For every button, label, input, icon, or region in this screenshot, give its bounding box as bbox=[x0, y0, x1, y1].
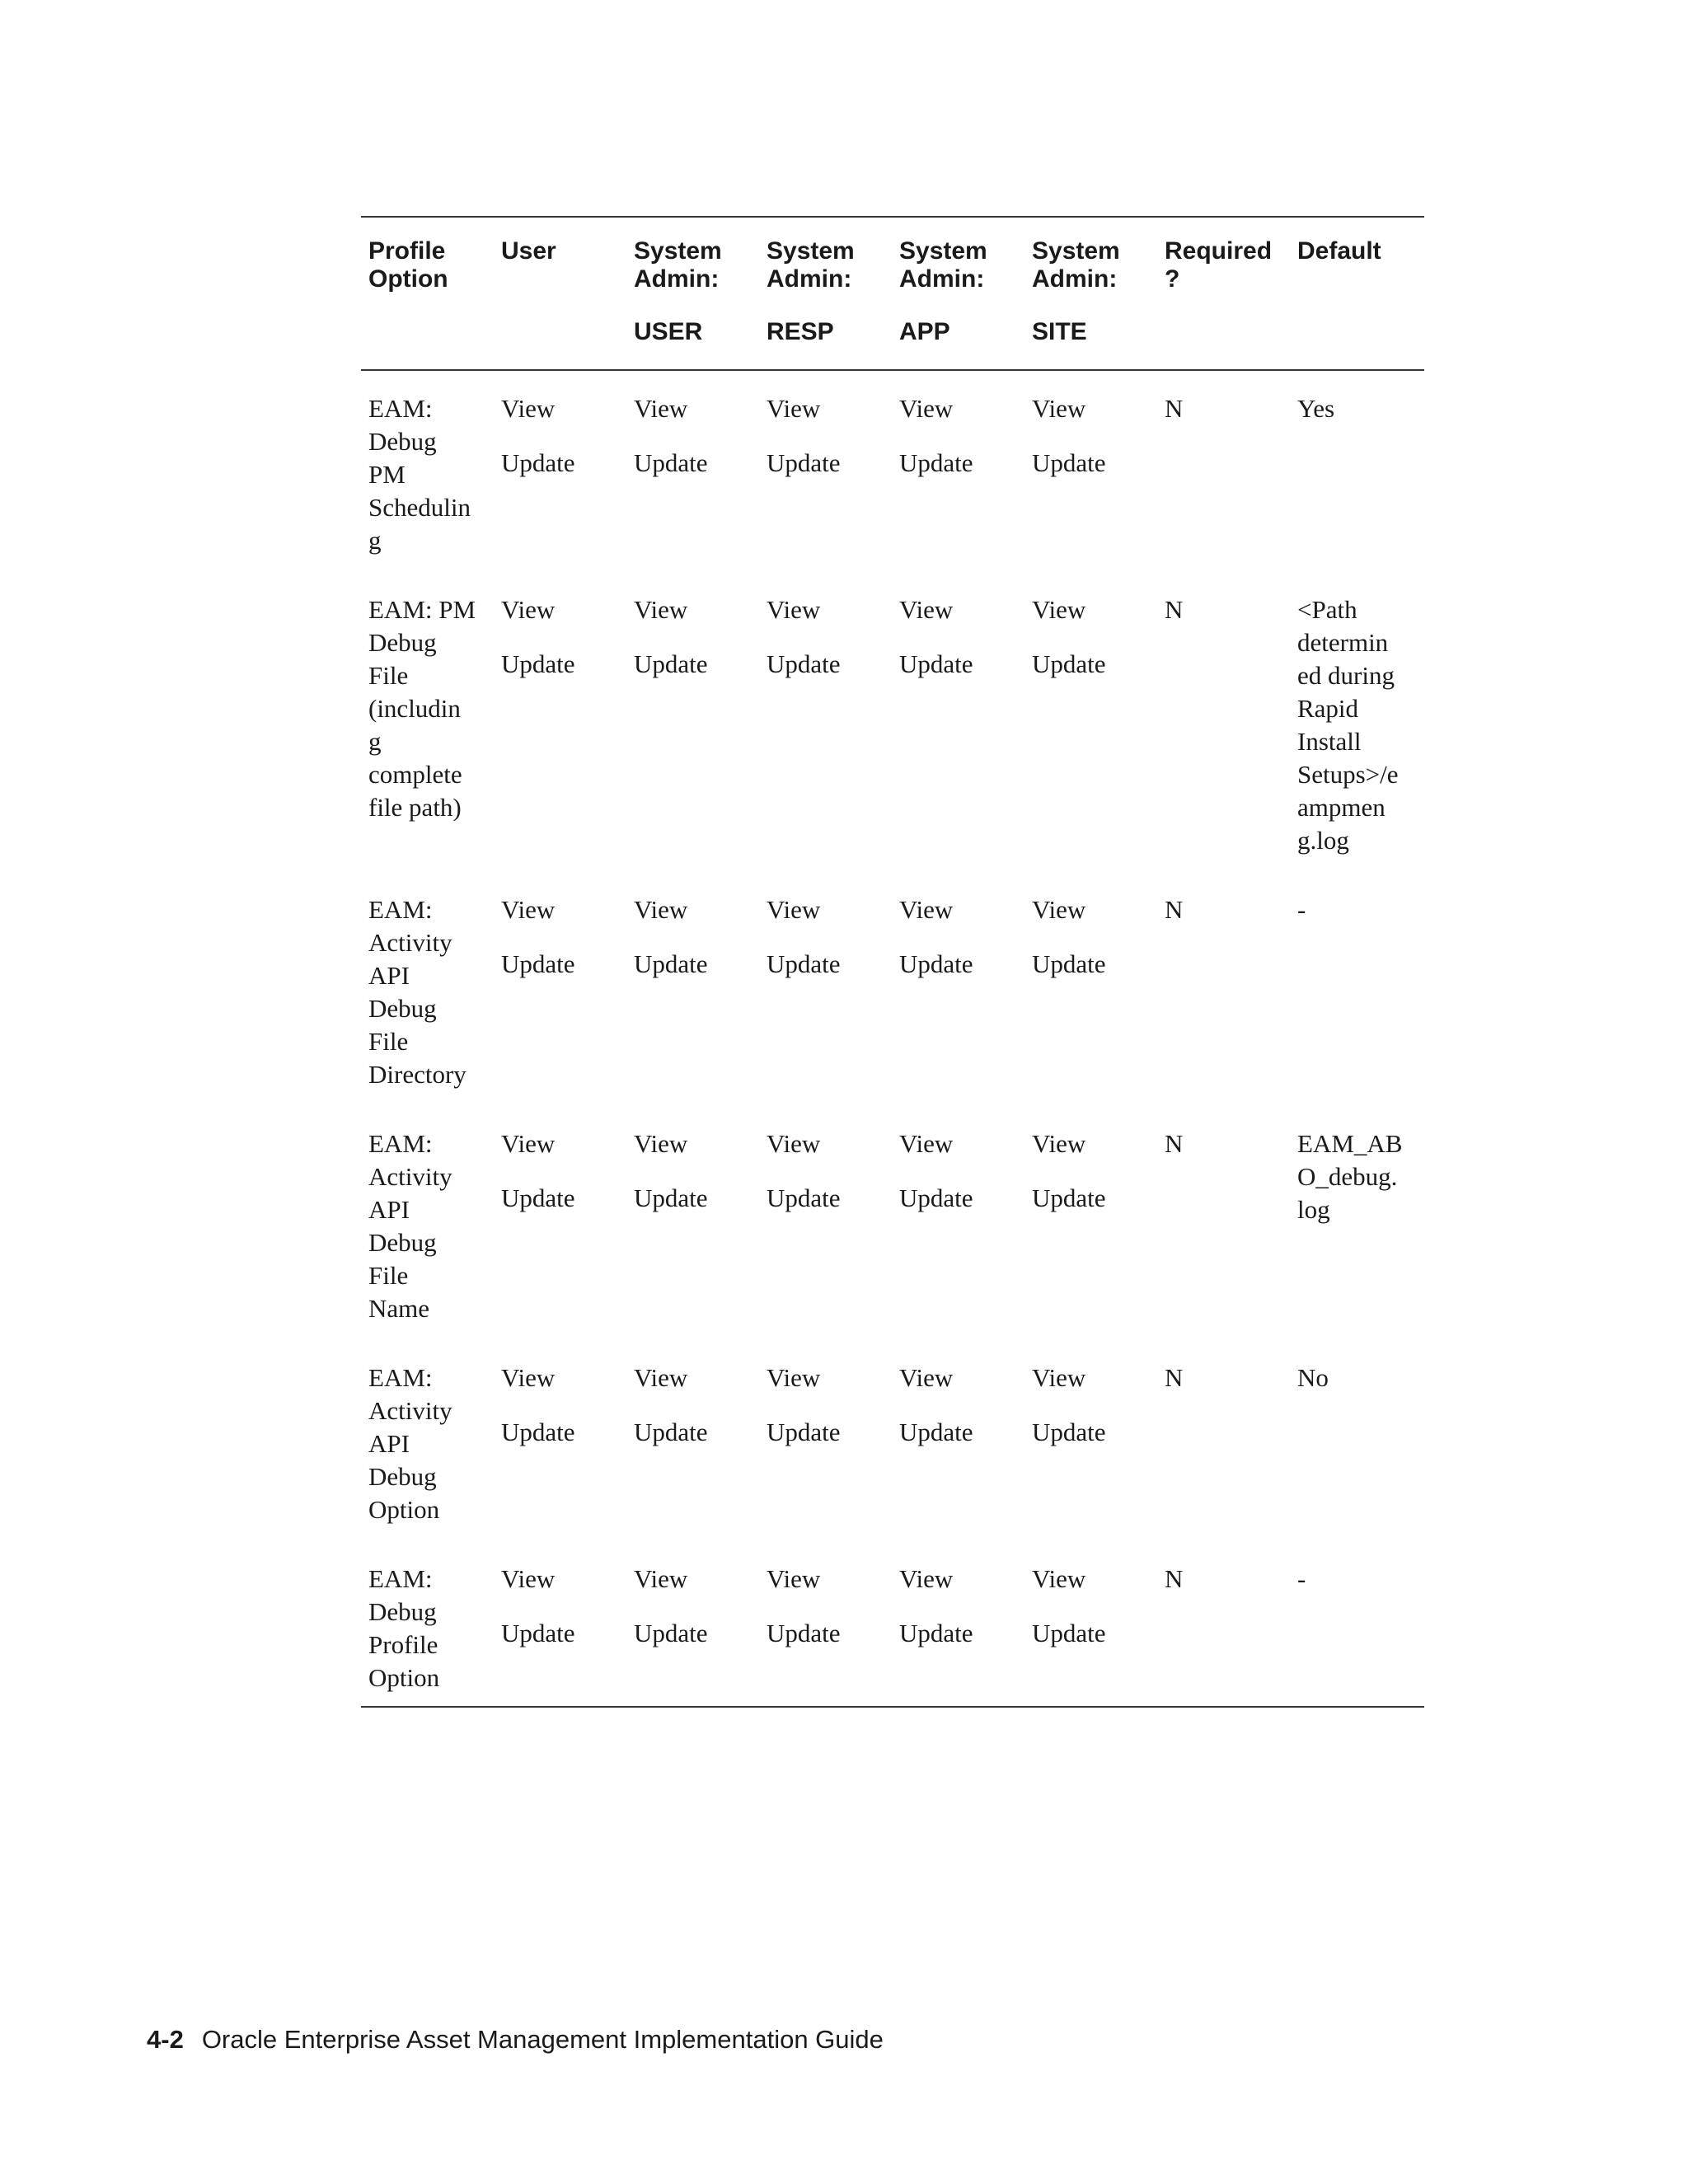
access-update: Update bbox=[767, 1418, 841, 1446]
profile-option-text: Debug bbox=[368, 1462, 437, 1491]
access-view: View bbox=[634, 895, 688, 924]
profile-option-cell bbox=[361, 893, 494, 1091]
default-text: - bbox=[1297, 1564, 1306, 1593]
access-cell-user bbox=[494, 392, 626, 557]
header-sysadmin-user: System Admin: USER bbox=[634, 237, 722, 345]
table-row bbox=[361, 1127, 1424, 1325]
profile-option-text: API bbox=[368, 961, 410, 990]
access-view: View bbox=[767, 895, 821, 924]
table-bottom-rule bbox=[361, 1706, 1424, 1708]
profile-option-text: File bbox=[368, 1027, 409, 1056]
access-update: Update bbox=[899, 1619, 973, 1647]
profile-option-cell bbox=[361, 593, 494, 857]
access-update: Update bbox=[767, 649, 841, 678]
profile-option-text: Name bbox=[368, 1294, 430, 1323]
access-update: Update bbox=[501, 949, 575, 978]
access-view: View bbox=[899, 394, 954, 423]
access-update: Update bbox=[1032, 1619, 1106, 1647]
header-user: User bbox=[501, 237, 556, 265]
profile-option-cell bbox=[361, 1127, 494, 1325]
table-body bbox=[361, 371, 1424, 1706]
table-row bbox=[361, 1563, 1424, 1694]
access-update: Update bbox=[899, 949, 973, 978]
table-header bbox=[361, 218, 1424, 369]
profile-option-text: EAM: bbox=[368, 1129, 433, 1158]
profile-option-text: (includin bbox=[368, 694, 461, 723]
default-cell bbox=[1290, 593, 1432, 857]
access-update: Update bbox=[501, 1183, 575, 1212]
access-view: View bbox=[1032, 1129, 1086, 1158]
access-cell-user bbox=[494, 893, 626, 1091]
default-cell bbox=[1290, 1127, 1432, 1325]
access-update: Update bbox=[1032, 949, 1106, 978]
access-update: Update bbox=[767, 1619, 841, 1647]
access-cell-sysadmin-site bbox=[1025, 1563, 1157, 1694]
access-view: View bbox=[634, 595, 688, 624]
profile-option-text: g bbox=[368, 727, 382, 756]
access-cell-sysadmin-resp bbox=[759, 1127, 892, 1325]
default-text: ampmen bbox=[1297, 793, 1386, 822]
access-cell-sysadmin-app bbox=[892, 1361, 1025, 1526]
table-row bbox=[361, 893, 1424, 1091]
profile-option-text: PM bbox=[368, 460, 406, 489]
access-cell-sysadmin-site bbox=[1025, 1361, 1157, 1526]
profile-option-text: Option bbox=[368, 1663, 440, 1692]
access-update: Update bbox=[767, 448, 841, 477]
access-cell-sysadmin-site bbox=[1025, 593, 1157, 857]
profile-option-text: API bbox=[368, 1429, 410, 1458]
access-cell-sysadmin-user bbox=[626, 392, 759, 557]
access-cell-sysadmin-resp bbox=[759, 893, 892, 1091]
access-view: View bbox=[1032, 895, 1086, 924]
profile-option-text: File bbox=[368, 1261, 409, 1290]
access-view: View bbox=[634, 1129, 688, 1158]
table-row bbox=[361, 1361, 1424, 1526]
profile-option-text: File bbox=[368, 661, 409, 690]
access-cell-sysadmin-user bbox=[626, 1361, 759, 1526]
profile-option-text: EAM: bbox=[368, 394, 433, 423]
access-view: View bbox=[501, 1129, 556, 1158]
access-view: View bbox=[1032, 1363, 1086, 1392]
access-cell-sysadmin-resp bbox=[759, 392, 892, 557]
header-required: Required ? bbox=[1165, 237, 1273, 293]
default-cell bbox=[1290, 893, 1432, 1091]
default-text: log bbox=[1297, 1195, 1330, 1224]
access-cell-sysadmin-app bbox=[892, 1127, 1025, 1325]
access-update: Update bbox=[501, 1619, 575, 1647]
profile-options-table bbox=[361, 216, 1424, 1708]
default-text: Install bbox=[1297, 727, 1362, 756]
access-view: View bbox=[1032, 595, 1086, 624]
default-cell bbox=[1290, 392, 1432, 557]
profile-option-cell bbox=[361, 1361, 494, 1526]
access-update: Update bbox=[767, 1183, 841, 1212]
profile-option-text: Activity bbox=[368, 928, 452, 957]
default-text: Rapid bbox=[1297, 694, 1359, 723]
access-cell-user bbox=[494, 593, 626, 857]
access-cell-sysadmin-site bbox=[1025, 392, 1157, 557]
default-text: ed during bbox=[1297, 661, 1395, 690]
default-cell bbox=[1290, 1563, 1432, 1694]
access-update: Update bbox=[634, 1183, 708, 1212]
access-update: Update bbox=[634, 949, 708, 978]
access-update: Update bbox=[634, 1619, 708, 1647]
header-sysadmin-resp: System Admin: RESP bbox=[767, 237, 855, 345]
access-cell-sysadmin-resp bbox=[759, 1361, 892, 1526]
access-view: View bbox=[634, 394, 688, 423]
header-profile-option: Profile Option bbox=[368, 237, 448, 293]
access-view: View bbox=[501, 1564, 556, 1593]
access-view: View bbox=[767, 394, 821, 423]
access-update: Update bbox=[501, 1418, 575, 1446]
access-update: Update bbox=[899, 448, 973, 477]
header-sysadmin-site: System Admin: SITE bbox=[1032, 237, 1120, 345]
access-update: Update bbox=[501, 448, 575, 477]
required-cell: N bbox=[1165, 394, 1184, 423]
access-view: View bbox=[1032, 1564, 1086, 1593]
access-cell-sysadmin-user bbox=[626, 1127, 759, 1325]
profile-option-text: Debug bbox=[368, 1597, 437, 1626]
profile-option-text: Option bbox=[368, 1495, 440, 1524]
access-update: Update bbox=[1032, 1418, 1106, 1446]
default-text: determin bbox=[1297, 628, 1389, 657]
access-cell-sysadmin-app bbox=[892, 893, 1025, 1091]
profile-option-text: API bbox=[368, 1195, 410, 1224]
access-view: View bbox=[634, 1363, 688, 1392]
profile-option-text: Debug bbox=[368, 427, 437, 456]
default-cell bbox=[1290, 1361, 1432, 1526]
table-row bbox=[361, 593, 1424, 857]
profile-option-text: Directory bbox=[368, 1060, 467, 1089]
access-update: Update bbox=[634, 448, 708, 477]
header-sysadmin-app: System Admin: APP bbox=[899, 237, 987, 345]
page-number: 4-2 bbox=[147, 2025, 184, 2054]
page-footer bbox=[147, 2023, 884, 2056]
profile-option-text: EAM: PM bbox=[368, 595, 476, 624]
access-view: View bbox=[899, 1363, 954, 1392]
default-text: <Path bbox=[1297, 595, 1357, 624]
access-view: View bbox=[767, 1129, 821, 1158]
access-update: Update bbox=[767, 949, 841, 978]
profile-option-text: Profile bbox=[368, 1630, 438, 1659]
access-cell-sysadmin-site bbox=[1025, 893, 1157, 1091]
access-view: View bbox=[899, 595, 954, 624]
access-update: Update bbox=[1032, 649, 1106, 678]
profile-option-cell bbox=[361, 392, 494, 557]
default-text: EAM_AB bbox=[1297, 1129, 1403, 1158]
profile-option-cell bbox=[361, 1563, 494, 1694]
profile-option-text: EAM: bbox=[368, 1363, 433, 1392]
access-view: View bbox=[501, 394, 556, 423]
access-cell-user bbox=[494, 1563, 626, 1694]
access-update: Update bbox=[899, 649, 973, 678]
profile-option-text: Debug bbox=[368, 628, 437, 657]
default-text: No bbox=[1297, 1363, 1329, 1392]
header-default: Default bbox=[1297, 237, 1381, 265]
default-text: - bbox=[1297, 895, 1306, 924]
default-text: Yes bbox=[1297, 394, 1335, 423]
access-cell-sysadmin-resp bbox=[759, 593, 892, 857]
access-view: View bbox=[899, 895, 954, 924]
access-update: Update bbox=[899, 1418, 973, 1446]
profile-option-text: Activity bbox=[368, 1162, 452, 1191]
access-cell-sysadmin-user bbox=[626, 593, 759, 857]
access-cell-sysadmin-app bbox=[892, 392, 1025, 557]
access-update: Update bbox=[634, 1418, 708, 1446]
access-view: View bbox=[899, 1129, 954, 1158]
profile-option-text: Activity bbox=[368, 1396, 452, 1425]
access-cell-sysadmin-user bbox=[626, 1563, 759, 1694]
default-text: Setups>/e bbox=[1297, 760, 1399, 789]
access-view: View bbox=[767, 1564, 821, 1593]
profile-option-text: Schedulin bbox=[368, 493, 471, 522]
required-cell: N bbox=[1165, 595, 1184, 624]
access-cell-sysadmin-user bbox=[626, 893, 759, 1091]
profile-option-text: Debug bbox=[368, 1228, 437, 1257]
access-update: Update bbox=[1032, 1183, 1106, 1212]
access-update: Update bbox=[634, 649, 708, 678]
access-view: View bbox=[899, 1564, 954, 1593]
profile-option-text: Debug bbox=[368, 994, 437, 1023]
required-cell: N bbox=[1165, 895, 1184, 924]
access-view: View bbox=[501, 595, 556, 624]
access-update: Update bbox=[501, 649, 575, 678]
document-title: Oracle Enterprise Asset Management Implementation Guide bbox=[201, 2025, 884, 2054]
access-view: View bbox=[767, 595, 821, 624]
access-update: Update bbox=[1032, 448, 1106, 477]
default-text: g.log bbox=[1297, 826, 1349, 855]
access-cell-sysadmin-site bbox=[1025, 1127, 1157, 1325]
access-cell-sysadmin-app bbox=[892, 593, 1025, 857]
access-cell-user bbox=[494, 1127, 626, 1325]
default-text: O_debug. bbox=[1297, 1162, 1398, 1191]
required-cell: N bbox=[1165, 1363, 1184, 1392]
profile-option-text: EAM: bbox=[368, 1564, 433, 1593]
table-row bbox=[361, 392, 1424, 557]
access-view: View bbox=[501, 895, 556, 924]
profile-option-text: EAM: bbox=[368, 895, 433, 924]
profile-option-text: g bbox=[368, 526, 382, 555]
required-cell: N bbox=[1165, 1564, 1184, 1593]
access-update: Update bbox=[899, 1183, 973, 1212]
access-view: View bbox=[634, 1564, 688, 1593]
access-view: View bbox=[501, 1363, 556, 1392]
access-cell-sysadmin-app bbox=[892, 1563, 1025, 1694]
access-view: View bbox=[767, 1363, 821, 1392]
access-view: View bbox=[1032, 394, 1086, 423]
access-cell-user bbox=[494, 1361, 626, 1526]
required-cell: N bbox=[1165, 1129, 1184, 1158]
access-cell-sysadmin-resp bbox=[759, 1563, 892, 1694]
profile-option-text: complete bbox=[368, 760, 462, 789]
profile-option-text: file path) bbox=[368, 793, 462, 822]
